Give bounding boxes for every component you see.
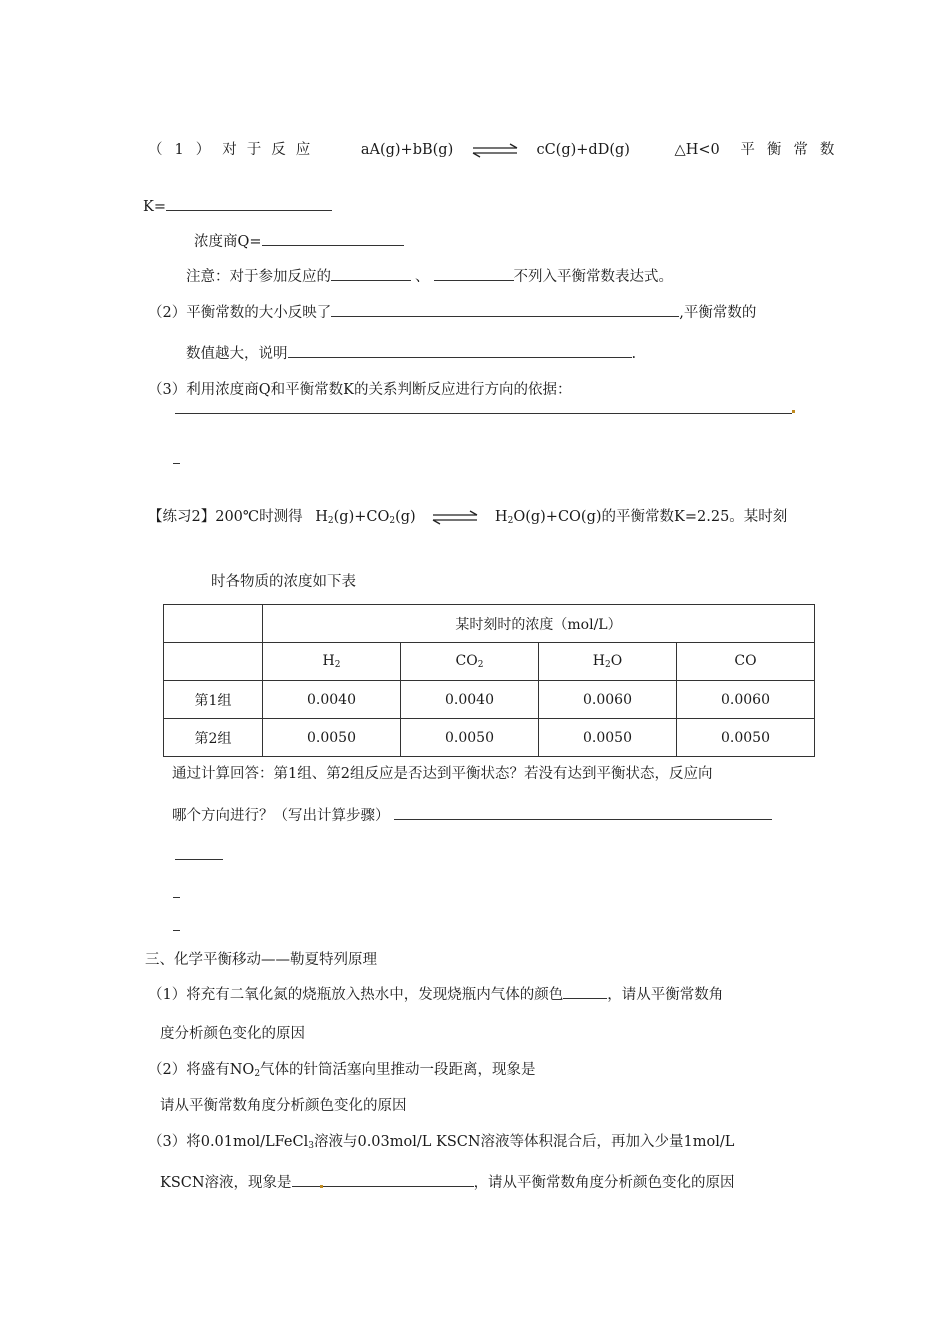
q1-suffix: 平 衡 常 数 bbox=[740, 142, 835, 158]
q3-line: （3）利用浓度商Q和平衡常数K的关系判断反应进行方向的依据： bbox=[148, 382, 572, 398]
k-expression-line bbox=[143, 196, 332, 217]
q1-prefix: （ 1 ） 对 于 反 应 bbox=[148, 142, 311, 158]
q1-dh: △H<0 bbox=[674, 142, 720, 158]
table-cell: 0.0050 bbox=[263, 719, 401, 757]
practice2-line2: 时各物质的浓度如下表 bbox=[211, 574, 356, 590]
q1-reactants: aA(g)+bB(g) bbox=[360, 142, 454, 158]
question-answer-line[interactable] bbox=[175, 859, 223, 860]
section3-title: 三、化学平衡移动——勒夏特列原理 bbox=[145, 952, 377, 968]
q2-blank-1[interactable] bbox=[331, 302, 679, 317]
table-row bbox=[164, 719, 815, 757]
table-cell: 0.0060 bbox=[539, 681, 677, 719]
q-expression-line bbox=[194, 231, 404, 252]
table-blank-cell bbox=[164, 643, 263, 681]
q2-line2: 数值越大，说明 . bbox=[186, 343, 636, 364]
table-cell: 0.0060 bbox=[677, 681, 815, 719]
s3-item1-line2: 度分析颜色变化的原因 bbox=[160, 1026, 305, 1042]
note-blank-1[interactable] bbox=[331, 266, 411, 281]
s3-item3-blank[interactable] bbox=[292, 1172, 474, 1187]
q1-reaction-line bbox=[148, 140, 835, 160]
k-blank[interactable] bbox=[166, 196, 332, 211]
column-header-co2: $CO_2$ bbox=[401, 643, 539, 681]
mark-dot bbox=[320, 1185, 323, 1188]
row-label: 第1组 bbox=[164, 681, 263, 719]
s3-item1-blank[interactable] bbox=[563, 984, 607, 999]
table-row bbox=[164, 681, 815, 719]
table-corner-cell bbox=[164, 605, 263, 643]
table-cell: 0.0050 bbox=[677, 719, 815, 757]
row-label: 第2组 bbox=[164, 719, 263, 757]
column-header-h2: $H_2$ bbox=[263, 643, 401, 681]
table-header-row bbox=[164, 605, 815, 643]
column-header-co: CO bbox=[677, 643, 815, 681]
q1-products: cC(g)+dD(g) bbox=[536, 142, 630, 158]
q-label: 浓度商Q= bbox=[194, 234, 262, 250]
q2-blank-2[interactable] bbox=[288, 343, 632, 358]
equilibrium-arrow-icon bbox=[472, 142, 518, 158]
s3-item3-line1: （3）将0.01mol/LFeCl$_3$溶液与0.03mol/L KSCN溶液等体积混合后，再加入少量1mol/L bbox=[148, 1134, 735, 1151]
practice2-line1: 【练习2】200℃时测得 $H_2(g)+CO_2(g)$ $H_2O(g)+CO(g)$的平衡常数K=2.25。某时刻 bbox=[148, 509, 788, 526]
table-cell: 0.0050 bbox=[539, 719, 677, 757]
table-cell: 0.0040 bbox=[263, 681, 401, 719]
s3-item2-line2: 请从平衡常数角度分析颜色变化的原因 bbox=[160, 1098, 407, 1114]
table-cell: 0.0040 bbox=[401, 681, 539, 719]
column-header-h2o: $H_2O$ bbox=[539, 643, 677, 681]
s3-item3-line2: KSCN溶液，现象是 ，请从平衡常数角度分析颜色变化的原因 bbox=[160, 1172, 735, 1193]
concentration-table bbox=[163, 604, 815, 757]
table-cell: 0.0050 bbox=[401, 719, 539, 757]
table-species-row bbox=[164, 643, 815, 681]
q3-answer-line[interactable] bbox=[175, 413, 792, 414]
answer-dash bbox=[173, 930, 180, 931]
question-line2: 哪个方向进行？（写出计算步骤） bbox=[172, 805, 772, 826]
note-line: 注意：对于参加反应的 、 不列入平衡常数表达式。 bbox=[186, 266, 673, 287]
q2-line1: （2）平衡常数的大小反映了 ,平衡常数的 bbox=[148, 302, 756, 323]
s3-item2-line1: （2）将盛有$NO_2$气体的针筒活塞向里推动一段距离，现象是 bbox=[148, 1062, 536, 1079]
answer-dash bbox=[173, 463, 180, 464]
mark-dot bbox=[792, 410, 795, 413]
table-header: 某时刻时的浓度（mol/L） bbox=[263, 605, 815, 643]
question-line1: 通过计算回答：第1组、第2组反应是否达到平衡状态？若没有达到平衡状态，反应向 bbox=[172, 766, 713, 782]
question-blank[interactable] bbox=[394, 805, 772, 820]
practice2-products: $H_2O(g)+CO(g)$的平衡常数K=2.25。某时刻 bbox=[494, 509, 788, 526]
practice2-reactants: $H_2(g)+CO_2(g)$ bbox=[315, 509, 416, 526]
note-blank-2[interactable] bbox=[434, 266, 514, 281]
equilibrium-arrow-icon-2 bbox=[432, 509, 478, 525]
s3-item1-line1: （1）将充有二氧化氮的烧瓶放入热水中，发现烧瓶内气体的颜色 ，请从平衡常数角 bbox=[148, 984, 723, 1005]
k-label: K= bbox=[143, 199, 166, 215]
answer-dash bbox=[173, 897, 180, 898]
q-blank[interactable] bbox=[262, 231, 404, 246]
